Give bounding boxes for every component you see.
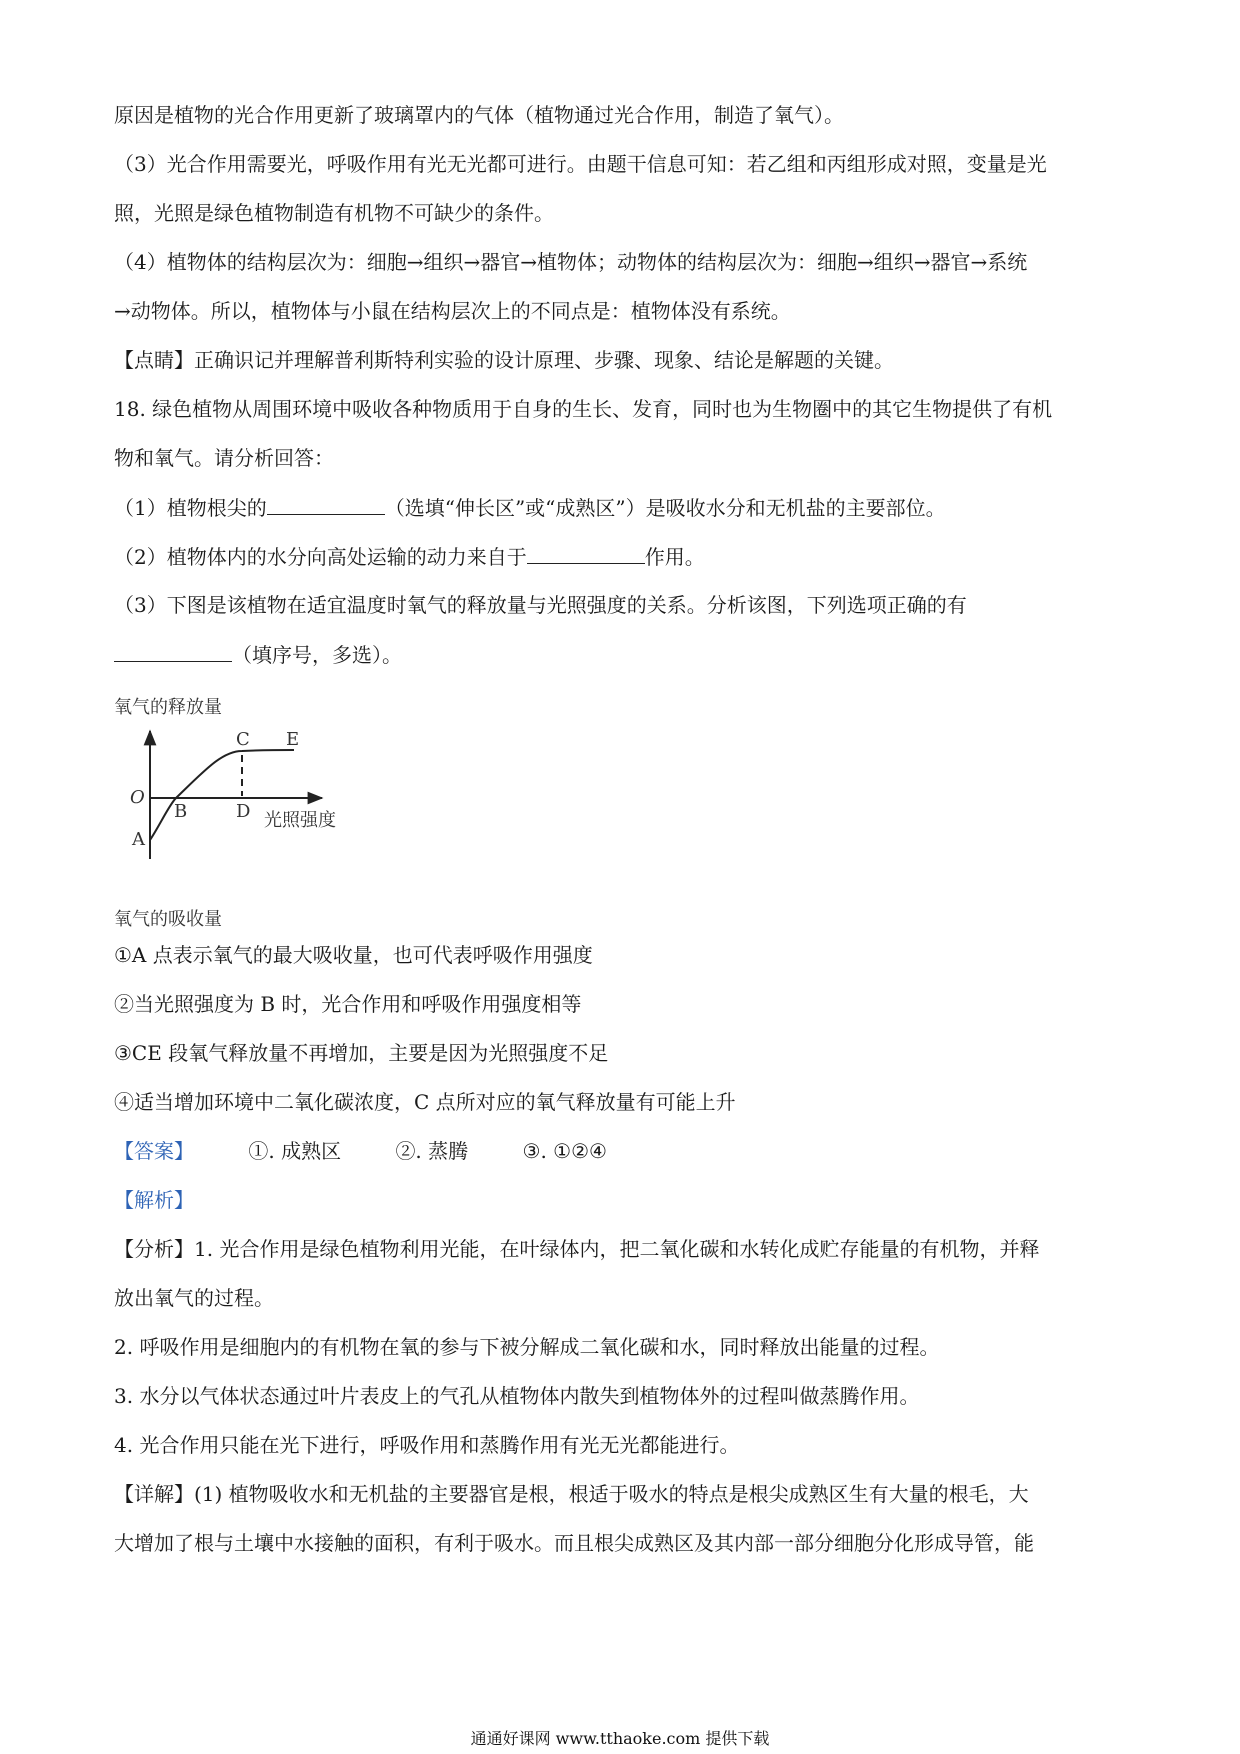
text-line: 4. 光合作用只能在光下进行，呼吸作用和蒸腾作用有光无光都能进行。 [114,1433,740,1457]
text-line: 2. 呼吸作用是细胞内的有机物在氧的参与下被分解成二氧化碳和水，同时释放出能量的过程。 [114,1335,940,1359]
text-line: 【详解】(1) 植物吸收水和无机盐的主要器官是根，根适于吸水的特点是根尖成熟区生有大量的根毛，大 [114,1482,1029,1506]
answer-item-3: ③. ①②④ [522,1139,607,1163]
question-1-text-after: （选填“伸长区”或“成熟区”）是吸收水分和无机盐的主要部位。 [384,496,946,520]
option-1: ①A 点表示氧气的最大吸收量，也可代表呼吸作用强度 [114,943,593,967]
text-line: 照，光照是绿色植物制造有机物不可缺少的条件。 [114,201,554,225]
question-3: （3）下图是该植物在适宜温度时氧气的释放量与光照强度的关系。分析该图，下列选项正确的有 [114,593,967,617]
text-line: 【分析】1. 光合作用是绿色植物利用光能，在叶绿体内，把二氧化碳和水转化成贮存能量的有机物，并释 [114,1237,1040,1261]
answer-blank [114,639,232,662]
question-18-stem: 18. 绿色植物从周围环境中吸收各种物质用于自身的生长、发育，同时也为生物圈中的其它生物提供了有机 [114,397,1053,421]
point-c-label: C [236,729,250,750]
question-2-text: （2）植物体内的水分向高处运输的动力来自于 [114,545,527,569]
text-line: 3. 水分以气体状态通过叶片表皮上的气孔从植物体内散失到植物体外的过程叫做蒸腾作用。 [114,1384,920,1408]
text-line: （4）植物体的结构层次为：细胞→组织→器官→植物体；动物体的结构层次为：细胞→组织→器官→系统 [114,250,1028,274]
option-2: ②当光照强度为 B 时，光合作用和呼吸作用强度相等 [114,992,582,1016]
oxygen-light-graph [114,693,374,928]
answer-row [114,1136,1134,1166]
answer-item-2: ②. 蒸腾 [395,1139,469,1163]
answer-blank [527,541,645,564]
text-line: 大增加了根与土壤中水接触的面积，有利于吸水。而且根尖成熟区及其内部一部分细胞分化形成导管，能 [114,1531,1034,1555]
question-3-line2 [114,639,1134,669]
analysis-label: 【解析】 [114,1188,194,1212]
text-line: 放出氧气的过程。 [114,1286,274,1310]
point-b-label: B [174,801,188,822]
question-3-text-after: （填序号，多选）。 [232,643,402,667]
answer-label: 【答案】 [114,1139,194,1163]
x-axis-label: 光照强度 [264,810,336,831]
text-line: 原因是植物的光合作用更新了玻璃罩内的气体（植物通过光合作用，制造了氧气）。 [114,103,844,127]
y-axis-label-top: 氧气的释放量 [114,697,222,718]
point-a-label: A [132,829,145,850]
point-e-label: E [286,729,300,750]
question-18-stem: 物和氧气。请分析回答： [114,446,334,470]
question-2 [114,541,1134,571]
answer-item-1: ①. 成熟区 [248,1139,342,1163]
text-line: 【点睛】正确识记并理解普利斯特利实验的设计原理、步骤、现象、结论是解题的关键。 [114,348,894,372]
y-axis-label-bottom: 氧气的吸收量 [114,909,222,930]
point-o-label: O [130,787,145,808]
option-4: ④适当增加环境中二氧化碳浓度，C 点所对应的氧气释放量有可能上升 [114,1090,736,1114]
answer-blank [267,492,385,515]
option-3: ③CE 段氧气释放量不再增加，主要是因为光照强度不足 [114,1041,609,1065]
question-1-text: （1）植物根尖的 [114,496,267,520]
point-d-label: D [236,801,251,822]
page-footer: 通通好课网 www.tthaoke.com 提供下载 [470,1729,770,1748]
question-2-text-after: 作用。 [644,545,705,569]
document-body [114,100,1134,1577]
text-line: →动物体。所以，植物体与小鼠在结构层次上的不同点是：植物体没有系统。 [114,299,791,323]
text-line: （3）光合作用需要光，呼吸作用有光无光都可进行。由题干信息可知：若乙组和丙组形成对照，变量是光 [114,152,1047,176]
question-1 [114,492,1134,522]
